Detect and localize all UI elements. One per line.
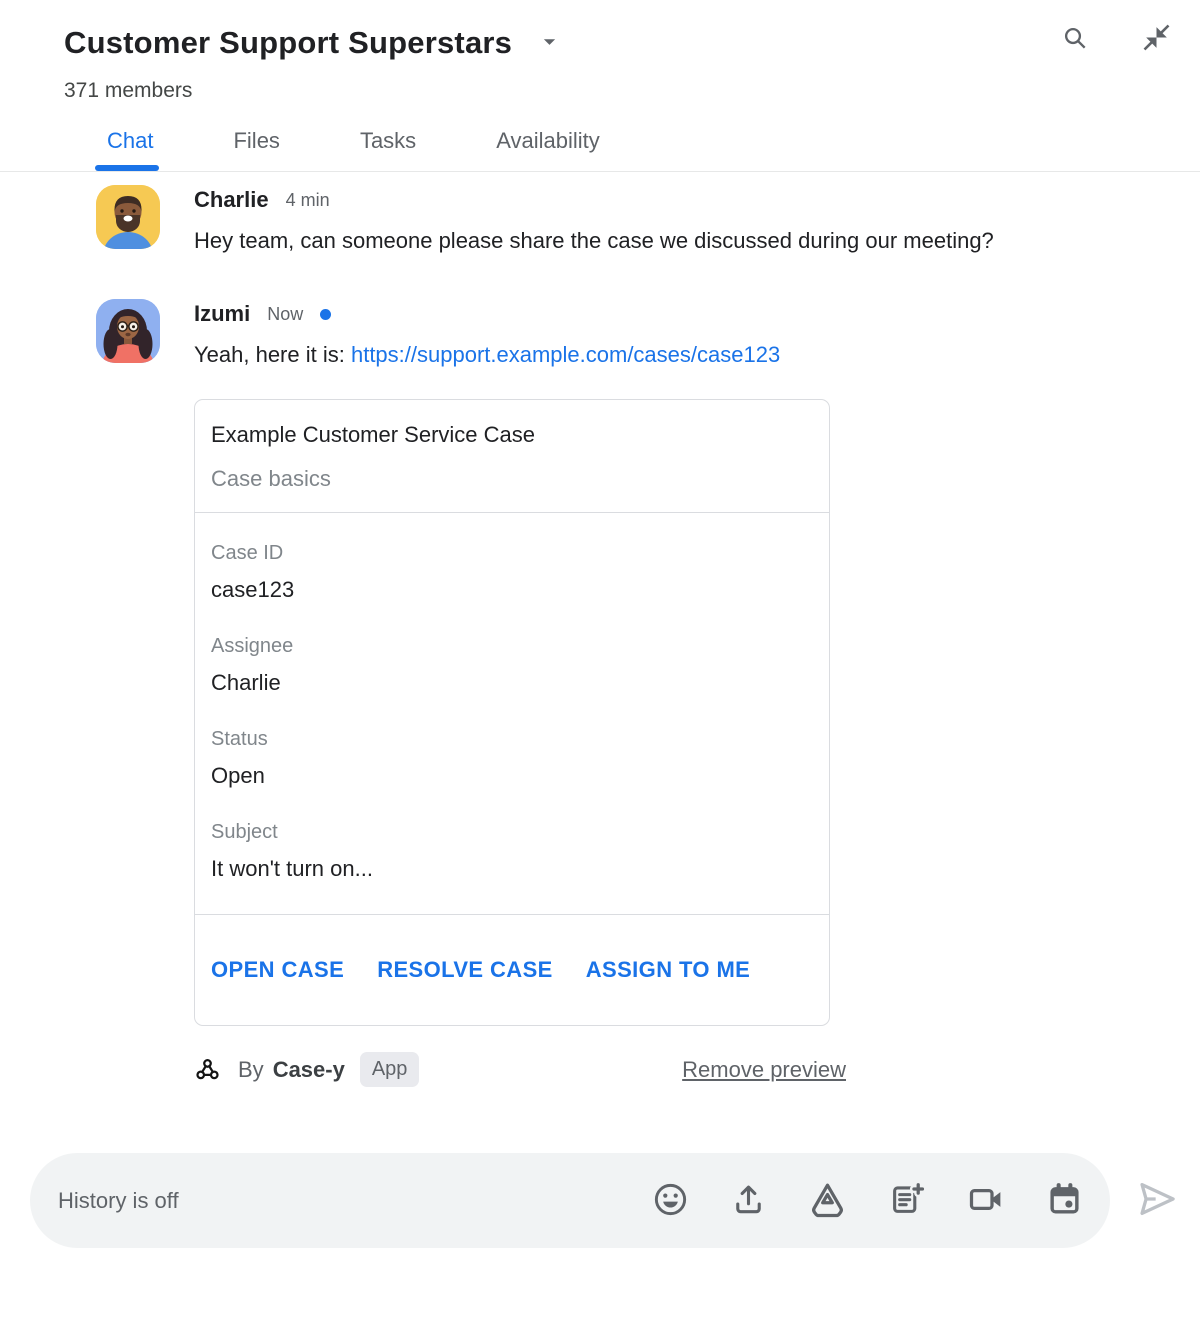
avatar-izumi[interactable]	[96, 299, 160, 363]
calendar-icon	[1045, 1180, 1084, 1222]
message-charlie	[96, 185, 1200, 261]
message-text-prefix: Yeah, here it is:	[194, 342, 351, 367]
field-label: Status	[211, 728, 268, 750]
composer	[30, 1153, 1180, 1248]
tab-chat[interactable]	[107, 128, 153, 171]
emoji-button[interactable]	[651, 1180, 690, 1222]
message-head	[194, 300, 846, 328]
avatar-izumi-illustration	[96, 299, 160, 363]
webhook-icon	[194, 1056, 221, 1083]
resolve-case-button[interactable]: RESOLVE CASE	[377, 957, 553, 982]
google-drive-icon	[807, 1179, 848, 1223]
collapse-button[interactable]	[1141, 22, 1172, 56]
author-name[interactable]: Charlie	[194, 187, 269, 212]
unread-indicator-dot	[320, 309, 331, 320]
message-text: Hey team, can someone please share the case we discussed during our meeting?	[194, 228, 994, 253]
card-fields	[195, 513, 829, 915]
open-case-button[interactable]: OPEN CASE	[211, 957, 345, 982]
message-list	[0, 172, 1200, 1087]
message-timestamp: Now	[267, 303, 304, 324]
message-input[interactable]	[30, 1153, 1110, 1248]
avatar-charlie-illustration	[96, 185, 160, 249]
tab-bar	[107, 128, 1200, 171]
composer-icon-row	[651, 1179, 1084, 1223]
search-icon	[1061, 24, 1089, 55]
video-call-button[interactable]	[965, 1179, 1006, 1223]
space-title: Customer Support Superstars	[64, 25, 513, 60]
author-name[interactable]: Izumi	[194, 301, 251, 326]
member-count[interactable]: 371 members	[64, 79, 193, 102]
add-task-button[interactable]	[887, 1180, 926, 1222]
search-button[interactable]	[1061, 24, 1089, 55]
tab-files[interactable]	[233, 128, 279, 171]
field-label: Case ID	[211, 542, 284, 564]
message-body	[194, 299, 846, 1087]
field-label: Subject	[211, 821, 278, 843]
send-icon	[1134, 1176, 1180, 1225]
card-header	[195, 400, 829, 513]
tab-availability-label: Availability	[496, 128, 600, 153]
upload-file-button[interactable]	[729, 1180, 768, 1222]
space-menu-button[interactable]	[536, 28, 563, 58]
field-subject	[211, 820, 813, 882]
card-title: Example Customer Service Case	[211, 422, 536, 447]
space-title-row	[64, 20, 1200, 66]
message-text	[194, 335, 846, 375]
avatar-charlie[interactable]	[96, 185, 160, 249]
remove-preview-link[interactable]: Remove preview	[682, 1056, 846, 1082]
tab-tasks-label: Tasks	[359, 128, 417, 153]
field-value: It won't turn on...	[211, 856, 373, 881]
field-label: Assignee	[211, 635, 294, 657]
field-status	[211, 727, 813, 789]
message-izumi	[96, 299, 1200, 1087]
message-body	[194, 185, 994, 261]
video-camera-icon	[965, 1179, 1006, 1223]
message-timestamp: 4 min	[285, 189, 330, 210]
chevron-down-icon	[536, 28, 563, 58]
active-tab-underline	[95, 165, 159, 171]
tab-chat-label: Chat	[107, 128, 154, 153]
emoji-icon	[651, 1180, 690, 1222]
message-head	[194, 186, 994, 214]
case-preview-card	[194, 399, 830, 1026]
field-value: case123	[211, 577, 295, 602]
assign-to-me-button[interactable]: ASSIGN TO ME	[585, 957, 751, 982]
space-header	[0, 0, 1200, 171]
field-value: Open	[211, 763, 265, 788]
card-actions	[195, 915, 829, 1025]
app-badge: App	[360, 1052, 420, 1087]
send-button[interactable]	[1134, 1176, 1180, 1225]
note-add-icon	[887, 1180, 926, 1222]
card-subtitle: Case basics	[211, 466, 331, 491]
tab-availability[interactable]	[496, 128, 600, 171]
app-name: Case-y	[272, 1056, 345, 1082]
field-case-id	[211, 541, 813, 603]
field-value: Charlie	[211, 670, 281, 695]
drive-button[interactable]	[807, 1179, 848, 1223]
by-label: By	[238, 1056, 264, 1082]
case-link[interactable]: https://support.example.com/cases/case123	[350, 342, 781, 367]
upload-icon	[729, 1180, 768, 1222]
history-off-placeholder: History is off	[58, 1187, 179, 1213]
header-actions	[1061, 22, 1172, 56]
close-fullscreen-icon	[1141, 22, 1172, 56]
tab-files-label: Files	[233, 128, 280, 153]
field-assignee	[211, 634, 813, 696]
tab-tasks[interactable]	[360, 128, 416, 171]
card-footer	[194, 1052, 846, 1087]
calendar-button[interactable]	[1045, 1180, 1084, 1222]
